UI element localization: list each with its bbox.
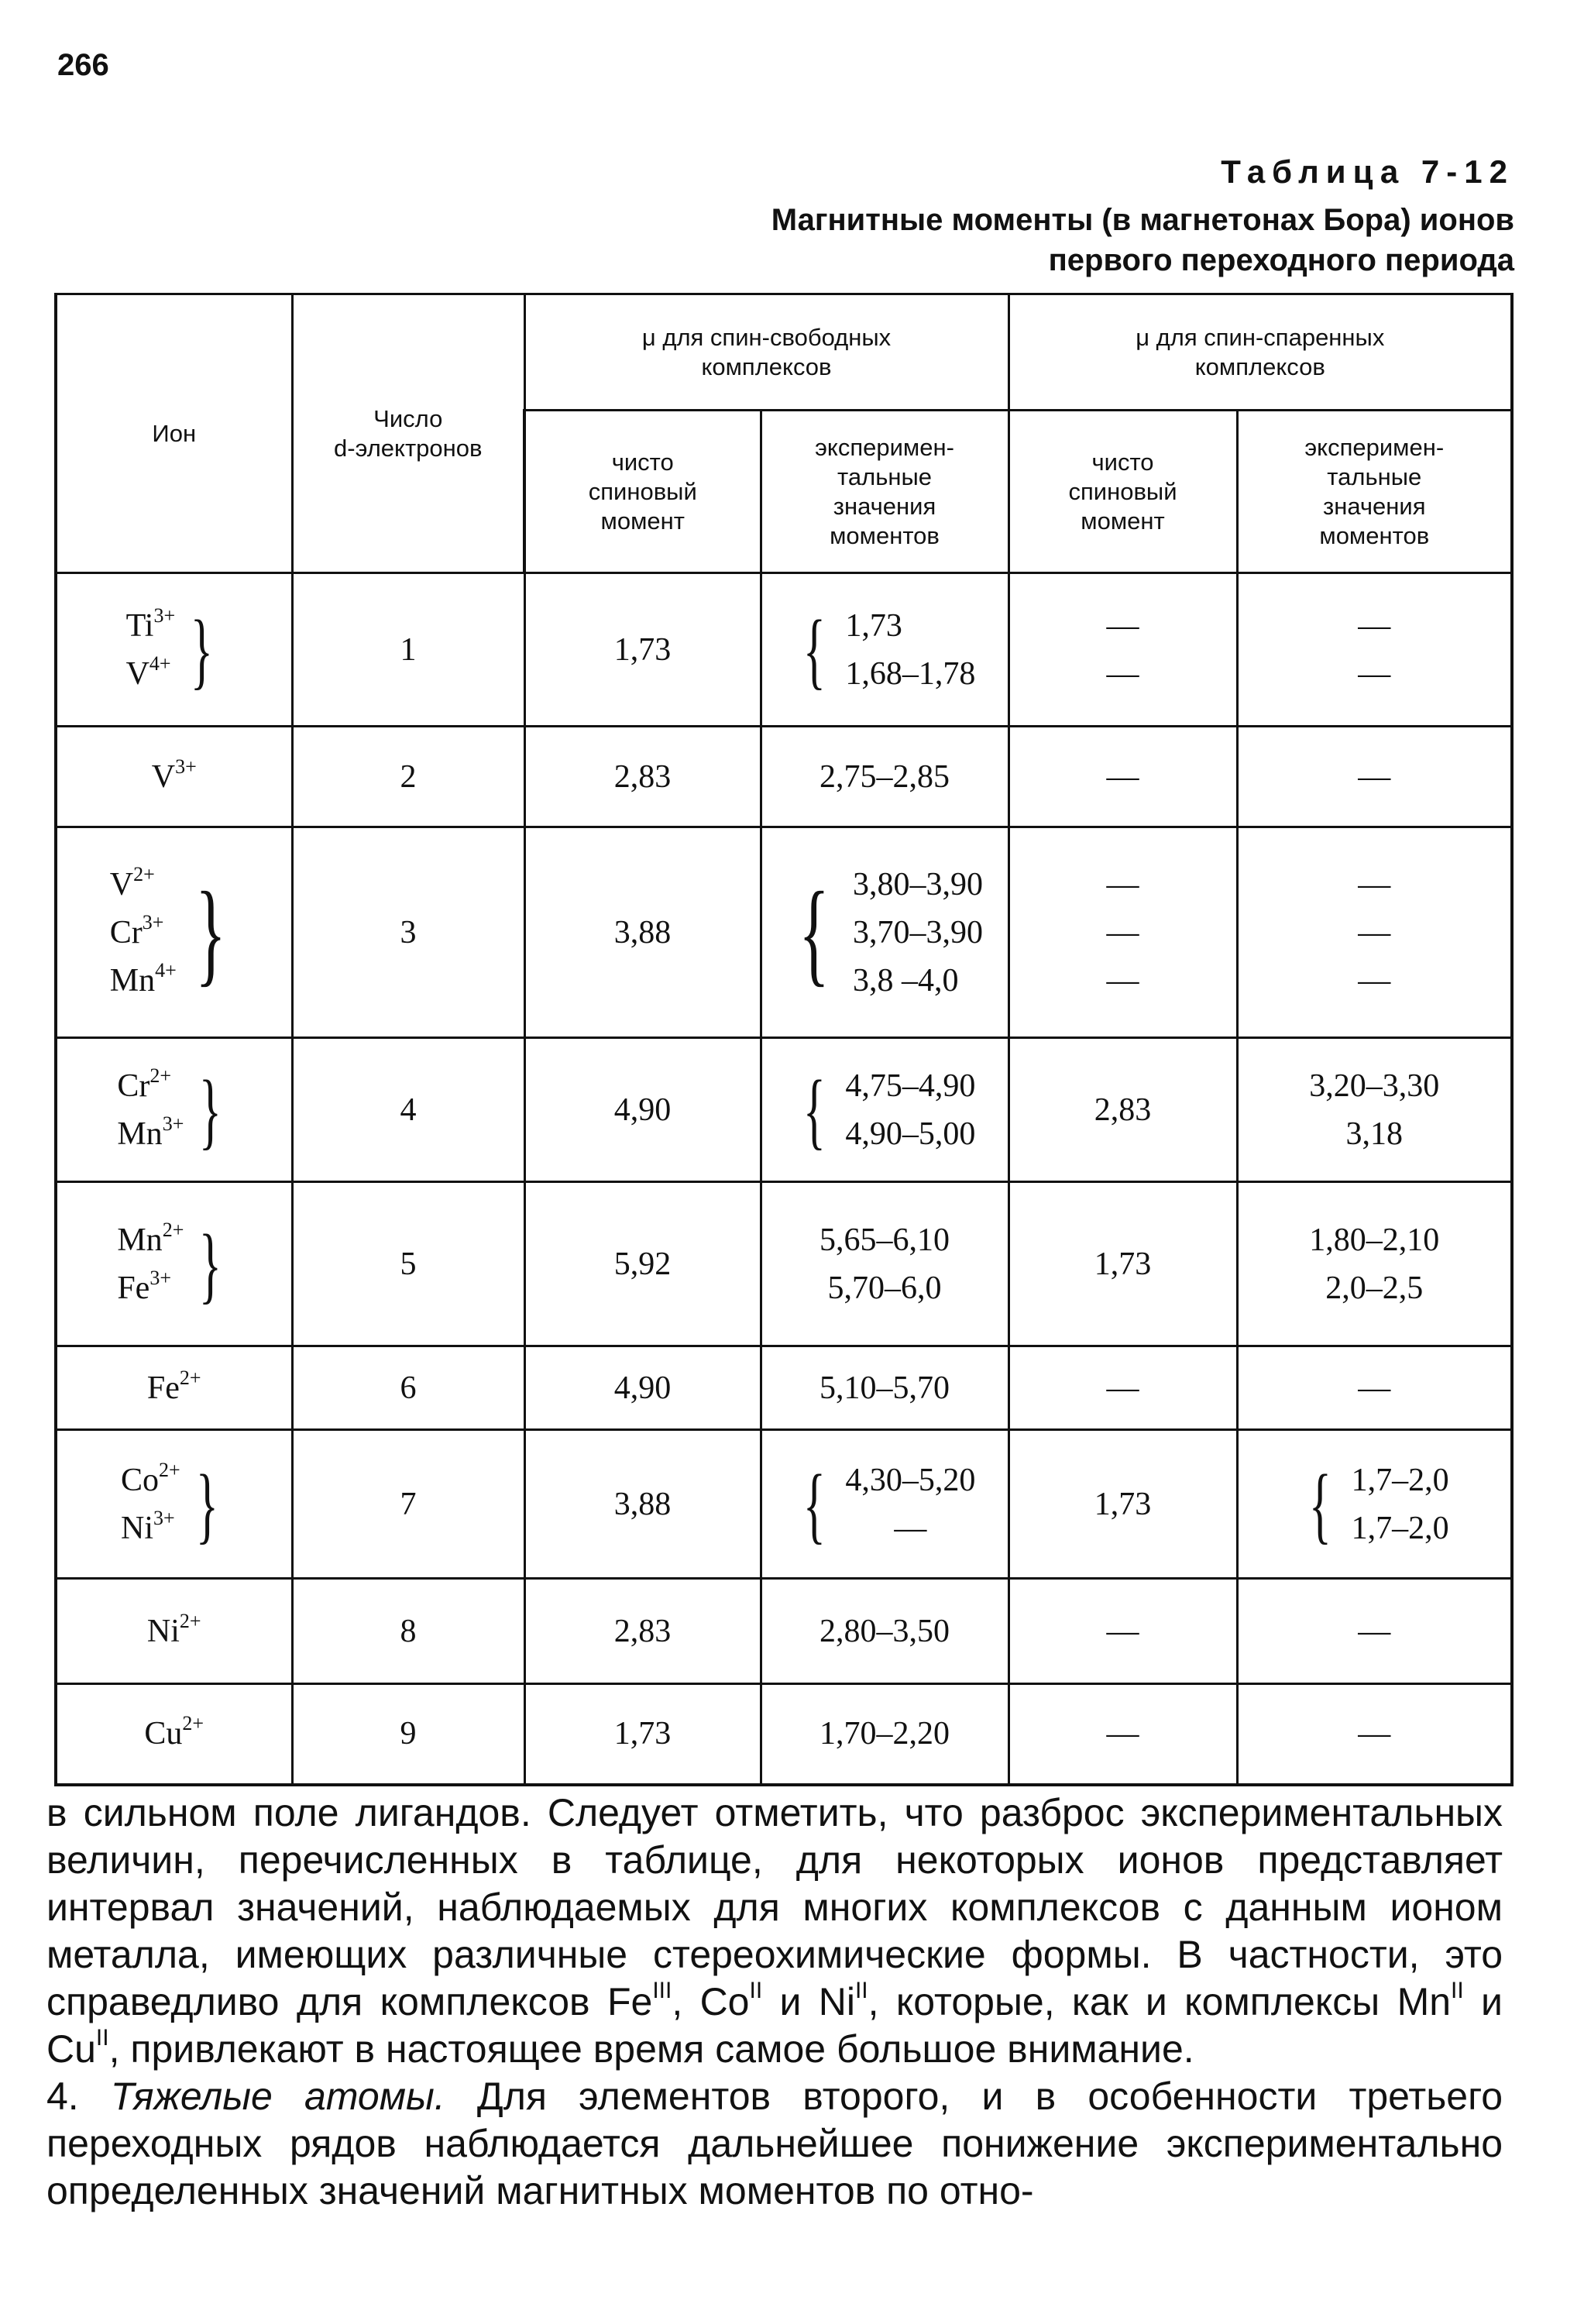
cell-value: — [1106,655,1139,692]
sp-experimental-cell-values [1358,753,1390,801]
ion-list [147,1364,201,1412]
ion-cell [56,1430,292,1579]
cell-value: — [1106,1370,1139,1406]
ion-group [147,1364,201,1412]
magnetic-moments-table [54,293,1514,1786]
left-brace: { [799,868,830,997]
ion-cell [56,827,292,1038]
paragraph-1: в сильном поле лигандов. Следует отметить, что разброс экспериментальных величин, перечисленных в таблице, для некоторых ионов представляет интервал значений, наблюдаемых для многих комплексов с данным ионом металла, имеющих различные стереохимические формы. В частности, это справедливо для комплексов $Fe^{III}$, $Co^{II}$ и $Ni^{II}$, которые, как и комплексы $Mn^{II}$ и $Cu^{II}$, привлекают в настоящее время самое большое внимание. [46,1791,1503,2071]
sf-experimental-cell-group [794,1062,976,1158]
ion-element: V [125,655,149,692]
cell-value: 5,10–5,70 [819,1370,950,1406]
header-d-electrons-line-2: d-электронов [334,434,483,462]
ion-formula [110,909,177,957]
cell-value: 3,70–3,90 [853,914,983,951]
ion-charge: 3+ [153,603,176,627]
ion-formula [117,1110,184,1158]
cell-value: — [1106,962,1139,999]
table-row [56,1346,1512,1430]
d-electrons-cell: 8 [292,1579,524,1684]
header-ion: Ион [56,294,292,573]
ion-list [121,1456,180,1552]
ion-charge: 2+ [149,1064,171,1087]
ion-charge: 4+ [155,958,177,982]
d-electrons-cell: 4 [292,1038,524,1182]
table-body [56,573,1512,1785]
ion-formula [121,1456,180,1504]
sf-experimental-cell-group [794,602,976,698]
sp-pure-spin-cell [1008,1684,1237,1785]
text-run: , привлекают в настоящее время самое большое внимание. [108,2027,1194,2071]
header-d-electrons [292,294,524,573]
sp-experimental-cell-group [1358,861,1390,1005]
ion-element: V [151,758,176,795]
table-row [56,573,1512,727]
ion-cell [56,1182,292,1346]
superscript: II [95,2025,109,2051]
cell-value: 1,70–2,20 [819,1716,950,1752]
ion-element: Cu [144,1716,183,1752]
right-brace: } [195,1456,218,1552]
sp-pure-spin-cell-values [1107,1607,1139,1655]
sp-pure-spin-cell-group [1107,1364,1139,1412]
sf-experimental-cell [761,1182,1008,1346]
ion-charge: 2+ [179,1609,201,1632]
ion-charge: 3+ [142,910,164,933]
cell-value: 1,80–2,10 [1309,1222,1440,1258]
ion-cell [56,1038,292,1182]
sp-experimental-cell-group [1358,1364,1390,1412]
sf-experimental-cell-values [819,1607,950,1655]
d-electrons-cell: 3 [292,827,524,1038]
sp-experimental-cell [1237,1182,1512,1346]
left-brace: { [1308,1456,1331,1552]
ion-cell [56,1684,292,1785]
sf-experimental-cell [761,827,1008,1038]
cell-value: 2,83 [1094,1092,1152,1128]
header-text: значения [1323,492,1426,520]
ion-element: Fe [146,1370,180,1406]
table-row [56,1430,1512,1579]
ion-formula [147,1607,201,1655]
header-text: спиновый [588,477,697,505]
ion-formula [110,957,177,1005]
ion-list [117,1062,184,1158]
text-run: Ni [818,1980,855,2023]
ion-group [110,861,239,1005]
table-row [56,1579,1512,1684]
section-title: Тяжелые атомы. [110,2075,445,2118]
sp-experimental-cell-values [1358,861,1390,1005]
cell-value: — [1358,962,1391,999]
sp-experimental-cell-group [1309,1062,1439,1158]
sp-experimental-cell [1237,1038,1512,1182]
ion-element: Cr [117,1067,150,1104]
sp-pure-spin-cell-values [1107,1710,1139,1758]
header-text: моментов [1319,521,1430,549]
cell-value: 3,8 –4,0 [853,962,959,999]
cell-value: 5,65–6,10 [819,1222,950,1258]
sf-experimental-cell-group [819,1607,950,1655]
sp-pure-spin-cell-group [1107,602,1139,698]
cell-value: 5,70–6,0 [827,1270,942,1306]
sp-pure-spin-cell [1008,1038,1237,1182]
ion-element: Ni [121,1510,153,1546]
ion-formula [110,861,177,909]
ion-element: V [109,866,134,902]
sp-pure-spin-cell [1008,1182,1237,1346]
ion-group [121,1456,228,1552]
header-spin-paired-line-2: комплексов [1194,352,1325,380]
sf-experimental-cell [761,1684,1008,1785]
sp-pure-spin-cell [1008,727,1237,827]
ion-charge: 2+ [133,862,155,885]
sp-pure-spin-cell [1008,1430,1237,1579]
ion-element: Fe [117,1270,150,1306]
sf-pure-spin-cell: 3,88 [524,1430,761,1579]
cell-value: 3,20–3,30 [1309,1067,1440,1104]
text-run: Co [699,1980,750,2023]
ion-formula [121,1504,180,1552]
sp-experimental-cell [1237,1346,1512,1430]
cell-value: — [1358,866,1391,902]
cell-value: 3,18 [1345,1116,1404,1152]
sf-experimental-cell [761,1579,1008,1684]
header-spin-paired [1008,294,1512,411]
ion-list [144,1710,204,1758]
header-text: эксперимен- [815,433,954,461]
left-brace: { [802,1456,826,1552]
sp-pure-spin-cell-group [1107,1607,1139,1655]
header-spin-free [524,294,1008,411]
sp-experimental-cell-group [1358,1710,1390,1758]
sp-experimental-cell-values [1309,1216,1439,1312]
ion-cell [56,573,292,727]
superscript: II [749,1978,763,2003]
ion-formula [147,1364,201,1412]
text-run: и [1463,1980,1503,2023]
table-caption-line-1: Магнитные моменты (в магнетонах Бора) ионов [771,203,1514,237]
sf-experimental-cell-values [819,1364,950,1412]
sp-experimental-cell-values [1358,1607,1390,1655]
cell-value: 2,75–2,85 [819,758,950,795]
header-text: эксперимен- [1304,433,1445,461]
cell-value: — [1358,607,1391,644]
right-brace: } [199,1216,222,1312]
sp-experimental-cell [1237,1684,1512,1785]
sf-pure-spin-cell: 2,83 [524,1579,761,1684]
ion-cell [56,1579,292,1684]
cell-value: — [894,1510,927,1546]
sf-experimental-cell-values [845,1062,975,1158]
ion-group [117,1216,231,1312]
sp-experimental-cell-group [1358,753,1390,801]
text-run: , которые, как и комплексы [868,1980,1397,2023]
sp-experimental-cell-group [1358,602,1390,698]
cell-value: — [1106,758,1139,795]
sp-pure-spin-cell-group [1107,1710,1139,1758]
sp-pure-spin-cell-values [1094,1240,1152,1288]
superscript: II [1451,1978,1464,2003]
paragraph-2 [46,2073,1503,2215]
left-brace: { [802,1062,826,1157]
sp-pure-spin-cell [1008,1346,1237,1430]
ion-charge: 2+ [162,1218,184,1241]
cell-value: 1,7–2,0 [1351,1462,1449,1498]
sf-experimental-cell-values [819,1216,950,1312]
ion-list [126,602,176,698]
ion-charge: 3+ [162,1112,184,1135]
sp-experimental-cell-group [1309,1216,1439,1312]
ion-element: Co [121,1462,160,1498]
ion-element: Cr [109,914,143,951]
header-text: моментов [830,521,940,549]
sp-experimental-cell-values [1358,602,1390,698]
ion-charge: 4+ [149,651,171,675]
body-text [46,1789,1503,2215]
ion-formula [126,602,176,650]
header-spin-free-line-1: μ для спин-свободных [641,323,892,351]
header-sf-pure-spin [524,411,761,573]
sf-pure-spin-cell: 5,92 [524,1182,761,1346]
ion-cell [56,727,292,827]
table-row [56,1684,1512,1785]
ion-formula [117,1216,184,1264]
d-electrons-cell: 1 [292,573,524,727]
sf-experimental-cell-values [819,753,950,801]
sp-pure-spin-cell-values [1094,1480,1152,1528]
sf-experimental-cell-group [794,1456,976,1552]
ion-charge: 2+ [159,1458,180,1481]
sp-pure-spin-cell-values [1107,753,1139,801]
sp-pure-spin-cell-group [1107,861,1139,1005]
ion-group [117,1062,231,1158]
sp-experimental-cell-values [1358,1710,1390,1758]
cell-value: — [1358,914,1391,951]
ion-charge: 2+ [182,1712,204,1735]
cell-value: 1,7–2,0 [1351,1510,1449,1546]
sp-pure-spin-cell [1008,1579,1237,1684]
cell-value: 2,0–2,5 [1325,1270,1424,1306]
cell-value: 4,90–5,00 [845,1116,976,1152]
ion-group [144,1710,204,1758]
cell-value: 4,75–4,90 [845,1067,976,1104]
sf-experimental-cell-values [853,861,983,1005]
ion-formula [117,1062,184,1110]
text-run: и [762,1980,819,2023]
sf-experimental-cell-values [819,1710,950,1758]
cell-value: 1,73 [845,607,902,644]
sf-pure-spin-cell: 2,83 [524,727,761,827]
sf-experimental-cell-group [819,753,950,801]
table-caption [507,200,1514,280]
cell-value: — [1106,1716,1139,1752]
d-electrons-cell: 9 [292,1684,524,1785]
header-text: спиновый [1068,477,1177,505]
ion-charge: 3+ [175,755,197,778]
table-row [56,827,1512,1038]
header-spin-paired-line-1: μ для спин-спаренных [1136,323,1385,351]
ion-list [147,1607,201,1655]
header-sp-experimental [1237,411,1512,573]
ion-list [110,861,177,1005]
header-text: значения [833,492,936,520]
header-text: чисто [1091,448,1154,476]
sp-experimental-cell-values [1358,1364,1390,1412]
sp-pure-spin-cell-group [1094,1480,1152,1528]
left-brace: { [802,602,826,697]
cell-value: — [1358,1370,1391,1406]
ion-group [152,753,197,801]
d-electrons-cell: 7 [292,1430,524,1579]
cell-value: — [1358,655,1391,692]
sp-experimental-cell-values [1309,1062,1439,1158]
sp-pure-spin-cell-values [1107,861,1139,1005]
ion-charge: 3+ [153,1506,175,1529]
cell-value: — [1106,914,1139,951]
ion-element: Mn [117,1222,163,1258]
header-text: момент [600,507,685,535]
cell-value: 4,30–5,20 [845,1462,976,1498]
table-row [56,727,1512,827]
d-electrons-cell: 5 [292,1182,524,1346]
right-brace: } [190,602,214,697]
cell-value: 3,80–3,90 [853,866,983,902]
ion-formula [117,1264,184,1312]
table-row [56,1038,1512,1182]
sf-experimental-cell-group [819,1216,950,1312]
sf-experimental-cell-values [845,1456,975,1552]
sf-experimental-cell [761,1038,1008,1182]
cell-value: — [1358,1613,1391,1649]
sp-experimental-cell-group [1300,1456,1449,1552]
header-spin-free-line-2: комплексов [701,352,832,380]
text-run: 4. [46,2075,111,2118]
sp-experimental-cell [1237,827,1512,1038]
sf-experimental-cell-group [819,1364,950,1412]
cell-value: — [1358,758,1391,795]
sf-experimental-cell-values [845,602,975,698]
sp-experimental-cell [1237,573,1512,727]
text-run: Для элементов второго, и в особенности третьего переходных рядов наблюдается дальнейшее понижение экспериментально определенных значений магнитных моментов по отно- [46,2075,1503,2212]
cell-value: 1,68–1,78 [845,655,976,692]
header-sp-pure-spin [1008,411,1237,573]
cell-value: 1,73 [1094,1486,1152,1522]
sp-pure-spin-cell-group [1094,1240,1152,1288]
header-text: тальные [837,462,932,490]
ion-list [117,1216,184,1312]
sp-pure-spin-cell-group [1107,753,1139,801]
cell-value: — [1106,1613,1139,1649]
sp-pure-spin-cell-values [1094,1086,1152,1134]
header-sf-experimental [761,411,1008,573]
sf-experimental-cell [761,1430,1008,1579]
header-d-electrons-line-1: Число [373,404,443,432]
sf-pure-spin-cell: 4,90 [524,1346,761,1430]
header-text: момент [1081,507,1165,535]
ion-formula [126,650,176,698]
sf-experimental-cell [761,573,1008,727]
d-electrons-cell: 2 [292,727,524,827]
sp-experimental-cell [1237,1579,1512,1684]
ion-element: Mn [109,962,156,999]
table-caption-line-2: первого переходного периода [1048,243,1514,277]
sp-pure-spin-cell-group [1094,1086,1152,1134]
ion-element: Ti [125,607,154,644]
text-run: в сильном поле лигандов. Следует отметить, что разброс экспериментальных величин, перечисленных в таблице, для некоторых ионов представляет интервал значений, наблюдаемых для многих комплексов с данным ионом металла, имеющих различные стереохимические формы. В частности, это справедливо для комплексов [46,1791,1503,2023]
sf-pure-spin-cell: 1,73 [524,573,761,727]
ion-group [126,602,222,698]
d-electrons-cell: 6 [292,1346,524,1430]
sf-pure-spin-cell: 4,90 [524,1038,761,1182]
ion-charge: 2+ [179,1366,201,1389]
cell-value: — [1106,607,1139,644]
ion-element: Ni [146,1613,180,1649]
cell-value: 1,73 [1094,1246,1152,1282]
sf-experimental-cell-group [819,1710,950,1758]
sp-pure-spin-cell [1008,573,1237,727]
header-text: тальные [1327,462,1422,490]
header-text: чисто [611,448,674,476]
ion-charge: 3+ [149,1266,171,1289]
ion-element: Mn [117,1116,163,1152]
text-run: Cu [46,2027,96,2071]
text-run: Mn [1397,1980,1452,2023]
right-brace: } [194,868,226,997]
table-row [56,1182,1512,1346]
sf-experimental-cell [761,727,1008,827]
page-number: 266 [57,48,109,82]
text-run: Fe [606,1980,653,2023]
sp-experimental-cell [1237,727,1512,827]
ion-formula [144,1710,204,1758]
ion-list [152,753,197,801]
sf-experimental-cell [761,1346,1008,1430]
sf-experimental-cell-group [786,861,983,1005]
sp-experimental-cell [1237,1430,1512,1579]
ion-formula [152,753,197,801]
sp-pure-spin-cell-values [1107,1364,1139,1412]
sp-experimental-cell-values [1352,1456,1449,1552]
cell-value: 2,80–3,50 [819,1613,950,1649]
cell-value: — [1358,1716,1391,1752]
ion-cell [56,1346,292,1430]
sf-pure-spin-cell: 1,73 [524,1684,761,1785]
superscript: II [854,1978,868,2003]
sp-experimental-cell-group [1358,1607,1390,1655]
sf-pure-spin-cell: 3,88 [524,827,761,1038]
superscript: III [652,1978,672,2003]
sp-pure-spin-cell-values [1107,602,1139,698]
cell-value: — [1106,866,1139,902]
sp-pure-spin-cell [1008,827,1237,1038]
table-label: Таблица 7-12 [1221,153,1514,190]
ion-group [147,1607,201,1655]
right-brace: } [199,1062,222,1157]
